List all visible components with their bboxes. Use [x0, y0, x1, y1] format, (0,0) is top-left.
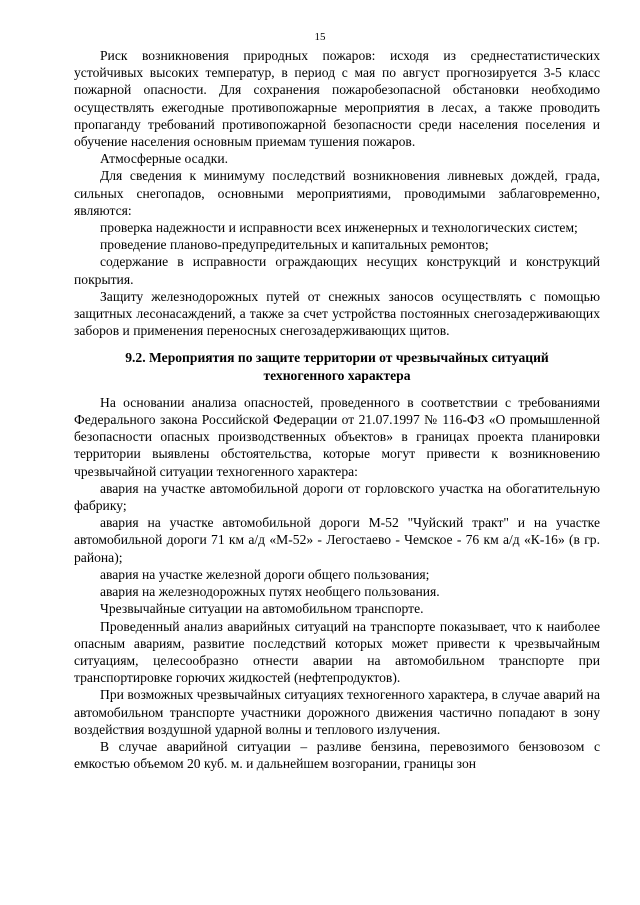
paragraph-possible-emergencies: При возможных чрезвычайных ситуациях техногенного характера, в случае аварий на автомобильном транспорте участники дорожного движения частично попадают в зону воздействия воздушной ударной волны и теплового излучения.	[74, 687, 600, 737]
list-item-accident-road-1: авария на участке автомобильной дороги от горловского участка на обогатительную фабрику;	[74, 480, 600, 514]
paragraph-precipitation-intro: Для сведения к минимуму последствий возникновения ливневых дождей, града, сильных снегопадов, основными мероприятиями, проводимыми заблаговременно, являются:	[74, 168, 600, 218]
paragraph-railway-snow: Защиту железнодорожных путей от снежных заносов осуществлять с помощью защитных лесонасаждений, а также за счет устройства постоянных снегозадерживающих заборов и применения переносных снегозадерживающих щитов.	[74, 288, 600, 339]
paragraph-hazard-analysis: На основании анализа опасностей, проведенного в соответствии с требованиями Федерального закона Российской Федерации от 21.07.1997 № 116-ФЗ «О промышленной безопасности опасных производственных объектов» в границах проекта планировки территории выявлены обстоятельства, которые могут привести к возникновению чрезвычайной ситуации техногенного характера:	[74, 394, 600, 479]
list-item-maintenance: содержание в исправности ограждающих несущих конструкций и конструкций покрытия.	[74, 254, 600, 287]
paragraph-fire-risk: Риск возникновения природных пожаров: исходя из среднестатистических устойчивых высоких температур, в период с мая по август прогнозируется 3-5 класс пожарной опасности. Для сохранения пожаробезопасной обстановки необходимо осуществлять ежегодные противопожарные мероприятия в лесах, а также проводить пропаганду требований противопожарной безопасности среди населения поселения и обучение населения основным приемам тушения пожаров.	[74, 48, 600, 150]
page-content	[74, 47, 600, 772]
paragraph-precipitation-title: Атмосферные осадки.	[100, 151, 229, 167]
list-item-accident-railway-public: авария на участке железной дороги общего пользования;	[100, 566, 430, 582]
list-item-accident-railway-private: авария на железнодорожных путях необщего пользования.	[100, 584, 440, 600]
page-number: 15	[314, 31, 326, 43]
list-item-check-systems: проверка надежности и исправности всех инженерных и технологических систем;	[100, 220, 578, 236]
list-item-repairs: проведение планово-предупредительных и капитальных ремонтов;	[100, 237, 489, 253]
paragraph-accident-analysis: Проведенный анализ аварийных ситуаций на транспорте показывает, что к наиболее опасным авариям, развитие последствий которых может привести к чрезвычайным ситуациям, целесообразно отнести аварии на автомобильном транспорте при транспортировке горючих жидкостей (нефтепродуктов).	[74, 618, 600, 686]
paragraph-fuel-spill: В случае аварийной ситуации – разливе бензина, перевозимого бензовозом с емкостью объемом 20 куб. м. и дальнейшем возгорании, границы зон	[74, 738, 600, 772]
section-heading: 9.2. Мероприятия по защите территории от чрезвычайных ситуаций техногенного характера	[125, 350, 549, 383]
list-item-accident-road-2: авария на участке автомобильной дороги М-52 "Чуйский тракт" и на участке автомобильной дороги 71 км а/д «М-52» - Легостаево - Чемское - 76 км а/д «К-16» (в гр. района);	[74, 515, 600, 565]
paragraph-road-emergencies: Чрезвычайные ситуации на автомобильном транспорте.	[100, 601, 424, 617]
